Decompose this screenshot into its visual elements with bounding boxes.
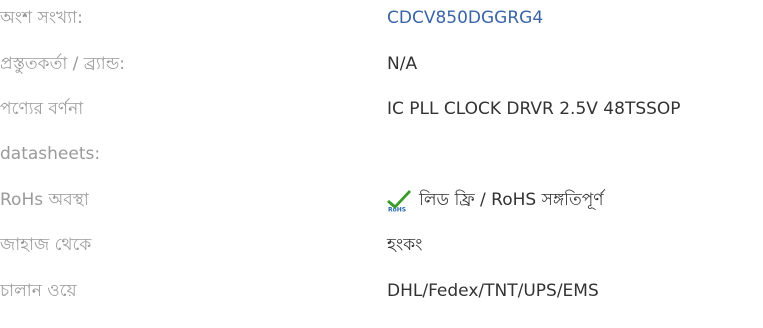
part-number-link[interactable]: CDCV850DGGRG4 (387, 8, 544, 28)
spec-row-description (0, 97, 763, 121)
rohs-value-wrap (387, 188, 604, 219)
datasheets-label: datasheets: (0, 144, 101, 164)
manufacturer-label: প্রস্তুতকর্তা / ব্র্যান্ড: (0, 54, 126, 74)
rohs-status-text: লিড ফ্রি / RoHS সঙ্গতিপূর্ণ (419, 190, 604, 210)
spec-row-shipping-way (0, 279, 763, 303)
spec-row-ships-from (0, 233, 763, 257)
ships-from-value: হংকং (387, 235, 423, 255)
shipping-way-value: DHL/Fedex/TNT/UPS/EMS (387, 281, 599, 301)
spec-row-rohs (0, 188, 763, 212)
svg-text:RoHS: RoHS (388, 206, 407, 212)
spec-row-datasheets (0, 142, 763, 166)
rohs-label: RoHs অবস্থা (0, 190, 89, 210)
manufacturer-value: N/A (387, 54, 418, 74)
spec-row-manufacturer (0, 52, 763, 76)
description-value: IC PLL CLOCK DRVR 2.5V 48TSSOP (387, 99, 681, 119)
rohs-checkmark-icon (387, 188, 413, 212)
spec-row-part-number (0, 6, 763, 30)
ships-from-label: জাহাজ থেকে (0, 235, 92, 255)
description-label: পণ্যের বর্ণনা (0, 99, 84, 119)
shipping-way-label: চালান ওয়ে (0, 281, 77, 301)
part-number-label: অংশ সংখ্যা: (0, 8, 83, 28)
rohs-status (387, 188, 604, 212)
